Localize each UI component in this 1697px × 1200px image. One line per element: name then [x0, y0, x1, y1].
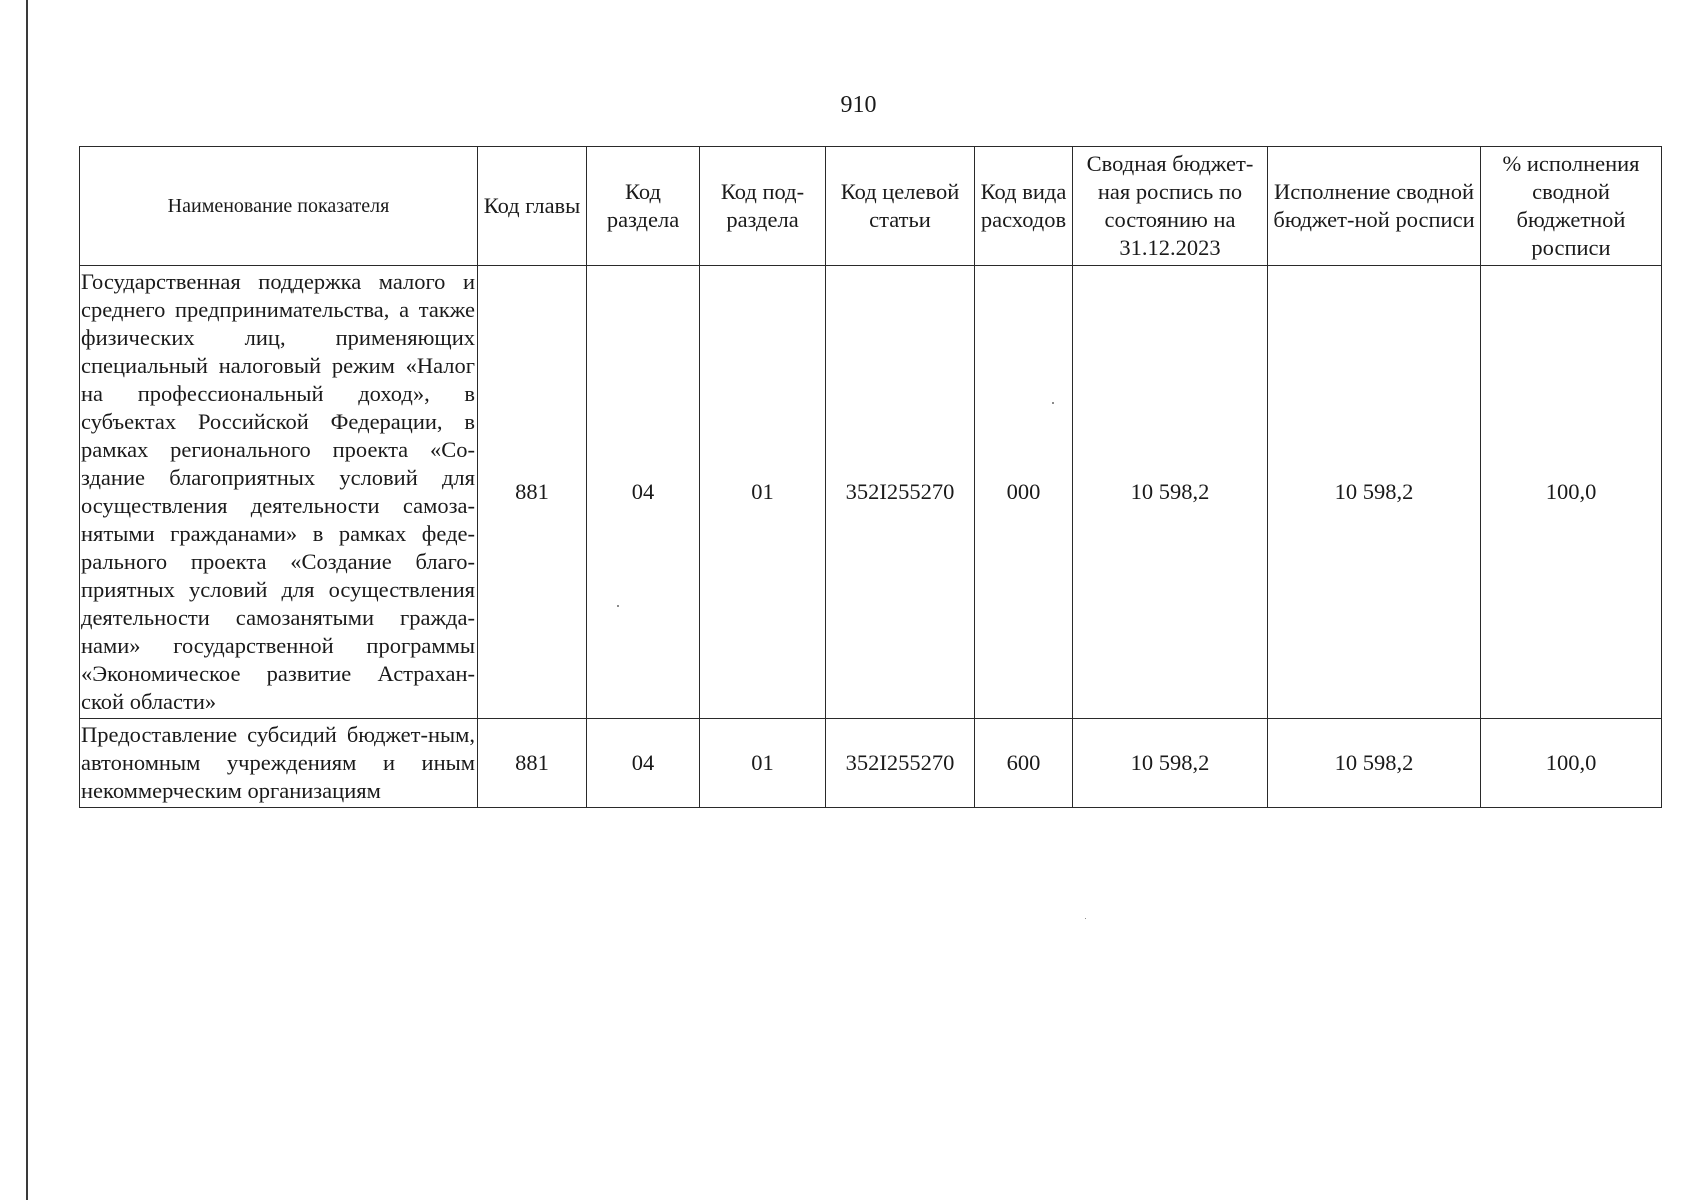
row-target-code: 352I255270	[826, 266, 975, 719]
header-target-code: Код целевой статьи	[826, 147, 975, 266]
header-section-code: Код раздела	[587, 147, 700, 266]
row-subsection-code: 01	[700, 266, 826, 719]
row-section-code: 04	[587, 719, 700, 808]
page-number: 910	[840, 92, 877, 118]
row-target-code: 352I255270	[826, 719, 975, 808]
row-execution: 10 598,2	[1268, 719, 1481, 808]
header-budget-plan: Сводная бюджет-ная роспись по состоянию на 31.12.2023	[1073, 147, 1268, 266]
row-expense-type-code: 600	[975, 719, 1073, 808]
row-subsection-code: 01	[700, 719, 826, 808]
scan-speck	[617, 605, 619, 607]
header-name: Наименование показателя	[80, 147, 478, 266]
budget-execution-table	[79, 146, 1662, 808]
row-budget-plan: 10 598,2	[1073, 719, 1268, 808]
row-execution: 10 598,2	[1268, 266, 1481, 719]
scan-margin-line	[26, 0, 28, 1200]
row-execution-percent: 100,0	[1481, 719, 1662, 808]
row-section-code: 04	[587, 266, 700, 719]
row-expense-type-code: 000	[975, 266, 1073, 719]
header-subsection-code: Код под-раздела	[700, 147, 826, 266]
row-name: Государственная поддержка малого и среднего предпринимательства, а также физических лиц, применяющих специальный налоговый режим «Налог на профессиональный доход», в субъектах Российской Федерации, в рамках регионального проекта «Со-здание благоприятных условий для осуществления деятельности самоза-нятыми гражданами» в рамках феде-рального проекта «Создание благо-приятных условий для осуществления деятельности самозанятыми гражда-нами» государственной программы «Экономическое развитие Астрахан-ской области»	[80, 266, 478, 719]
row-execution-percent: 100,0	[1481, 266, 1662, 719]
header-execution-percent: % исполнения сводной бюджетной росписи	[1481, 147, 1662, 266]
table-row	[80, 266, 1662, 719]
table-header-row	[80, 147, 1662, 266]
scan-speck	[1052, 402, 1054, 404]
row-chapter-code: 881	[478, 266, 587, 719]
header-chapter-code: Код главы	[478, 147, 587, 266]
row-name: Предоставление субсидий бюджет-ным, автономным учреждениям и иным некоммерческим организациям	[80, 719, 478, 808]
scan-speck	[1085, 918, 1086, 919]
row-chapter-code: 881	[478, 719, 587, 808]
header-expense-type-code: Код вида расходов	[975, 147, 1073, 266]
header-execution: Исполнение сводной бюджет-ной росписи	[1268, 147, 1481, 266]
table-row	[80, 719, 1662, 808]
row-budget-plan: 10 598,2	[1073, 266, 1268, 719]
